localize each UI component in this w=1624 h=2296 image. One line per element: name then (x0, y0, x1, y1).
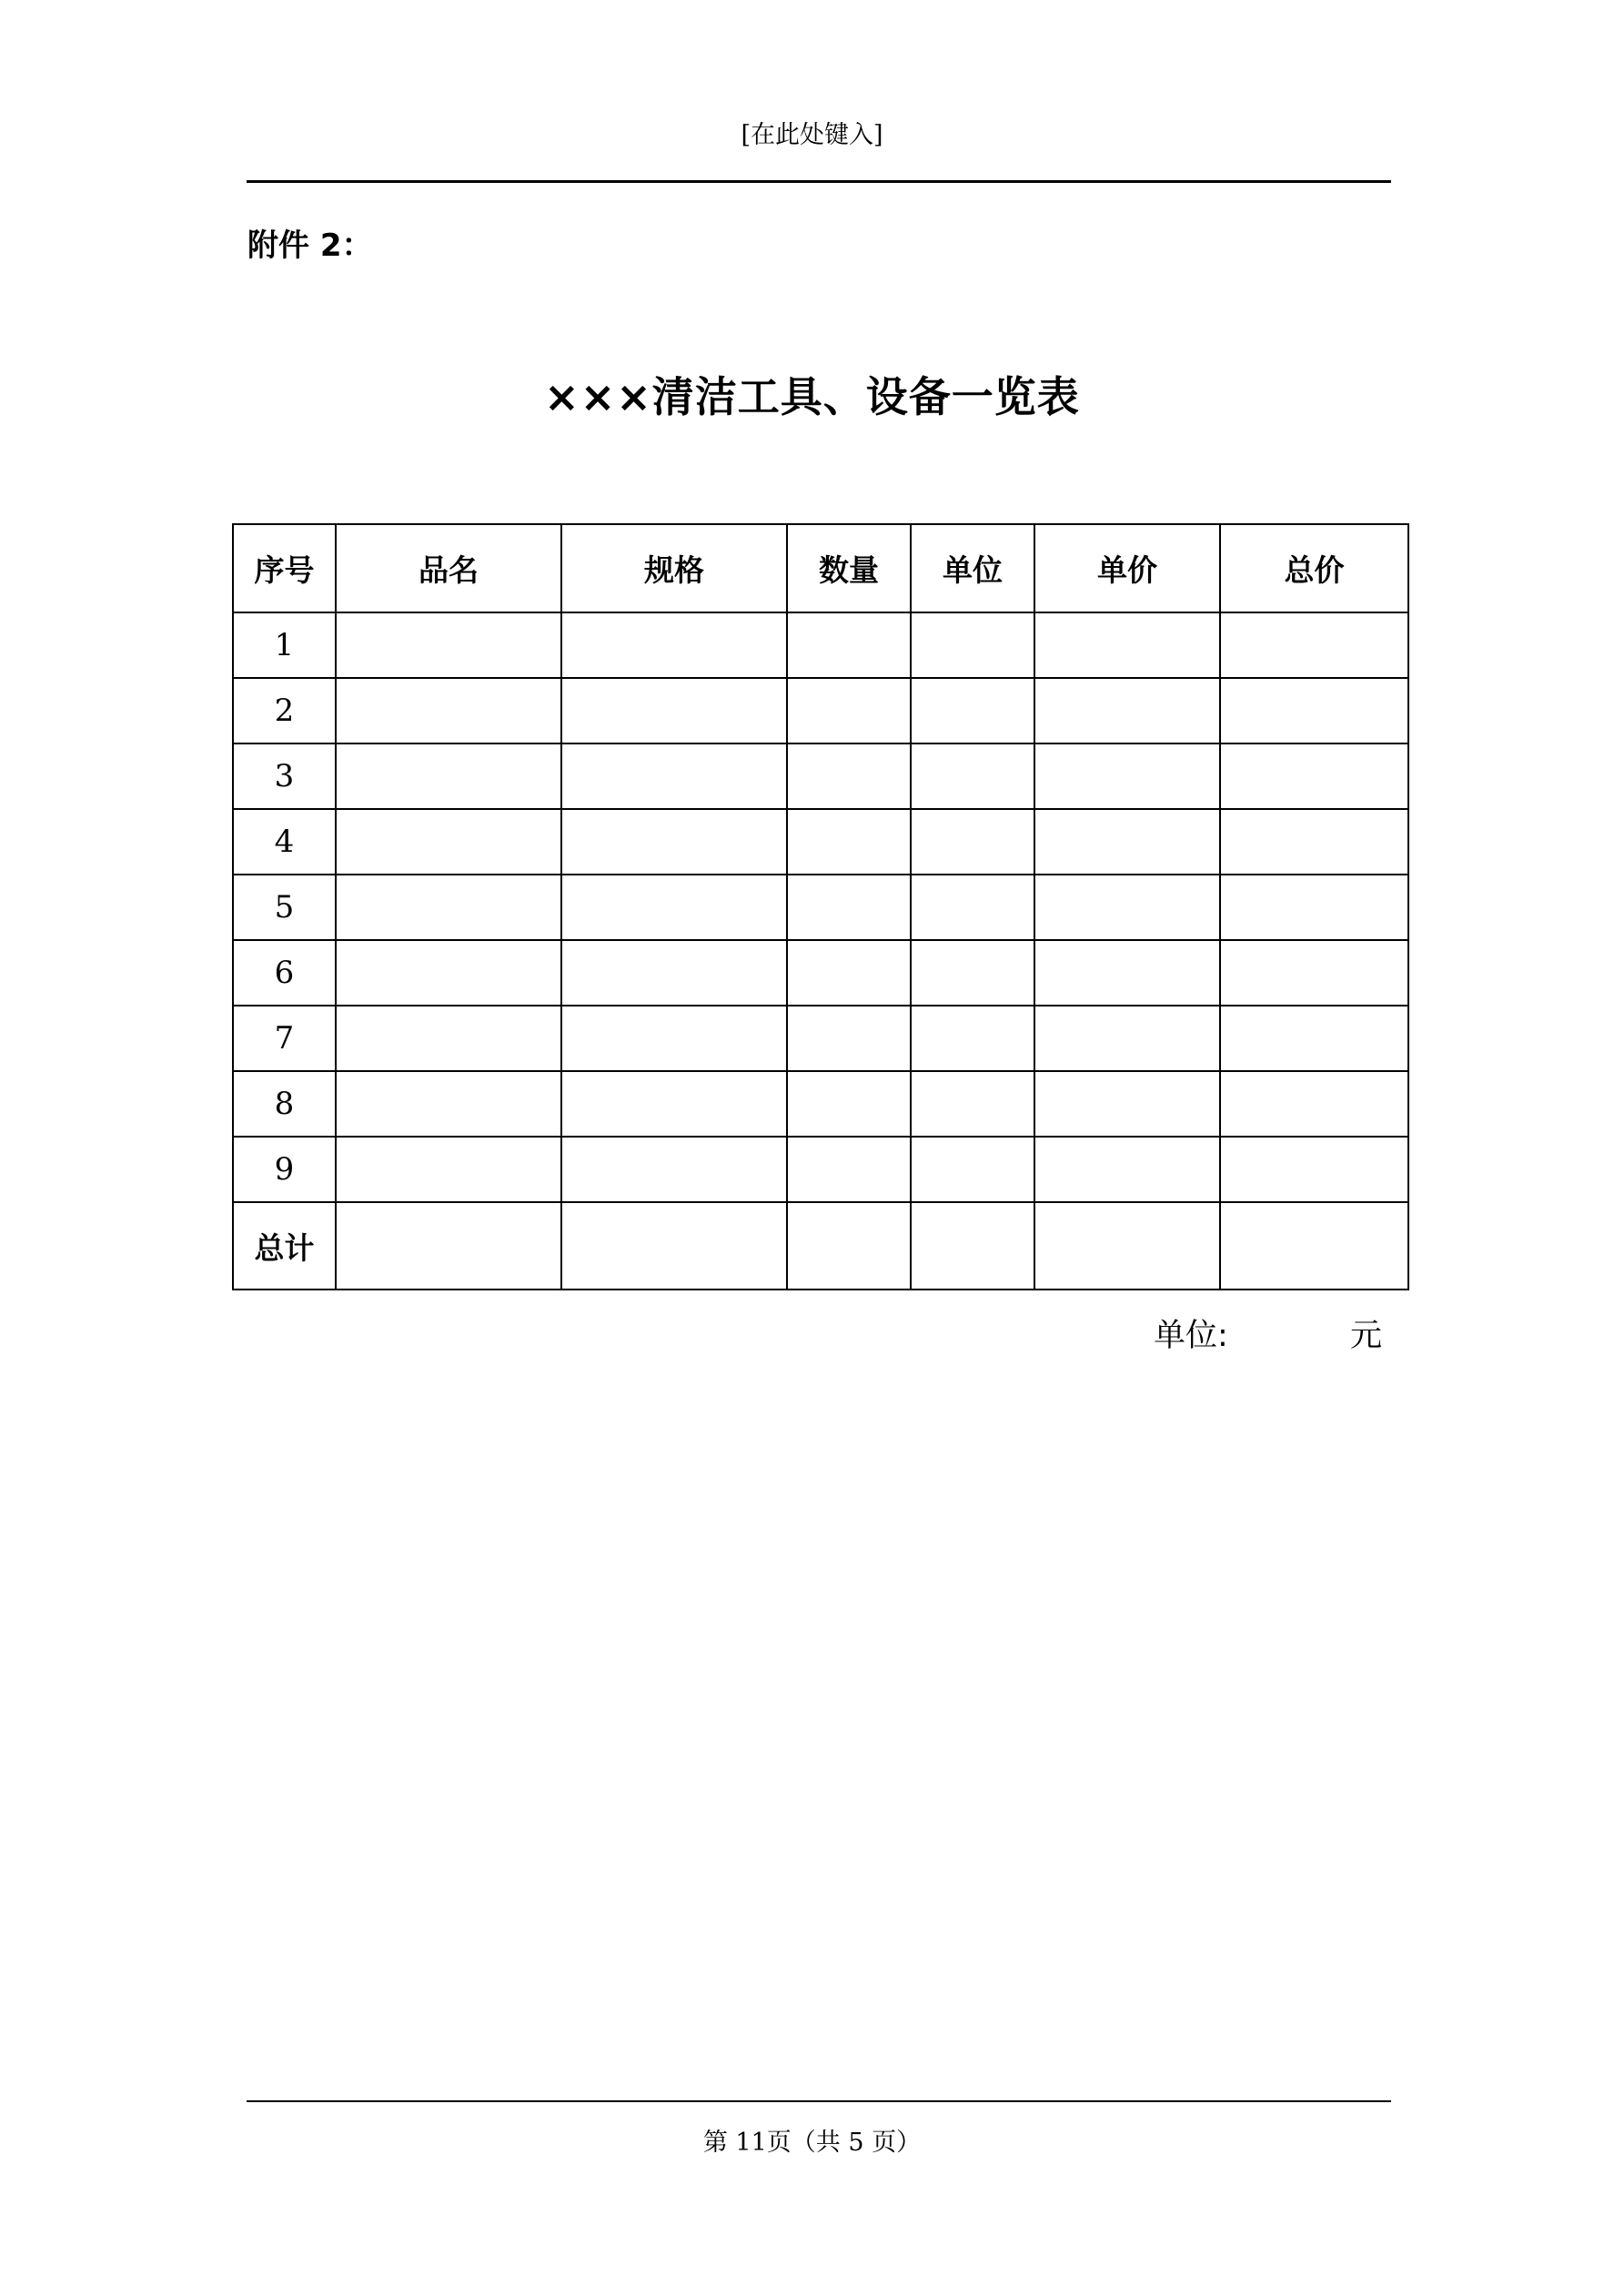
cell-quantity (787, 1006, 911, 1071)
total-cell-unit (911, 1202, 1034, 1290)
cell-spec (561, 875, 787, 940)
cell-total-price (1220, 875, 1408, 940)
document-title: ×××清洁工具、设备一览表 (544, 372, 1080, 421)
cell-unit (911, 678, 1034, 743)
attachment-label: 附件 2： (247, 228, 373, 264)
cell-name (336, 1006, 561, 1071)
total-cell-spec (561, 1202, 787, 1290)
cell-unit (911, 940, 1034, 1006)
cell-unit-price (1034, 1071, 1220, 1137)
total-cell-total-price (1220, 1202, 1408, 1290)
equipment-table (232, 523, 1409, 1290)
cell-name (336, 678, 561, 743)
table-row (233, 612, 1408, 678)
table-row (233, 678, 1408, 743)
cell-unit (911, 809, 1034, 875)
cell-quantity (787, 743, 911, 809)
cell-index: 5 (233, 875, 336, 940)
column-header-name: 品名 (336, 524, 561, 612)
cell-index: 4 (233, 809, 336, 875)
cell-name (336, 612, 561, 678)
cell-total-price (1220, 809, 1408, 875)
cell-spec (561, 1006, 787, 1071)
table-row (233, 809, 1408, 875)
table-row (233, 1071, 1408, 1137)
cell-spec (561, 940, 787, 1006)
cell-total-price (1220, 1137, 1408, 1202)
cell-name (336, 1137, 561, 1202)
total-cell-name (336, 1202, 561, 1290)
cell-total-price (1220, 678, 1408, 743)
cell-name (336, 809, 561, 875)
cell-name (336, 875, 561, 940)
header-divider (247, 180, 1391, 183)
cell-spec (561, 1071, 787, 1137)
column-header-quantity: 数量 (787, 524, 911, 612)
unit-note-label: 单位: (1154, 1318, 1228, 1354)
cell-unit-price (1034, 875, 1220, 940)
cell-quantity (787, 809, 911, 875)
cell-quantity (787, 940, 911, 1006)
cell-index: 3 (233, 743, 336, 809)
cell-quantity (787, 1071, 911, 1137)
cell-unit-price (1034, 940, 1220, 1006)
cell-unit-price (1034, 809, 1220, 875)
table-body (233, 612, 1408, 1290)
cell-unit-price (1034, 678, 1220, 743)
table-row (233, 940, 1408, 1006)
cell-spec (561, 612, 787, 678)
cell-unit (911, 612, 1034, 678)
cell-total-price (1220, 612, 1408, 678)
cell-index: 1 (233, 612, 336, 678)
cell-total-price (1220, 1006, 1408, 1071)
cell-unit-price (1034, 612, 1220, 678)
cell-index: 6 (233, 940, 336, 1006)
cell-total-price (1220, 1071, 1408, 1137)
cell-spec (561, 743, 787, 809)
cell-unit (911, 743, 1034, 809)
column-header-total-price: 总价 (1220, 524, 1408, 612)
cell-quantity (787, 678, 911, 743)
total-label: 总计 (233, 1202, 336, 1290)
cell-unit (911, 1006, 1034, 1071)
cell-unit (911, 1071, 1034, 1137)
table-header-row (233, 524, 1408, 612)
cell-unit (911, 875, 1034, 940)
cell-unit (911, 1137, 1034, 1202)
cell-index: 7 (233, 1006, 336, 1071)
total-cell-unit-price (1034, 1202, 1220, 1290)
column-header-index: 序号 (233, 524, 336, 612)
cell-total-price (1220, 743, 1408, 809)
cell-index: 9 (233, 1137, 336, 1202)
table-row (233, 875, 1408, 940)
total-cell-quantity (787, 1202, 911, 1290)
table-row (233, 1006, 1408, 1071)
cell-spec (561, 678, 787, 743)
cell-quantity (787, 1137, 911, 1202)
unit-note-currency: 元 (1350, 1318, 1383, 1354)
total-row (233, 1202, 1408, 1290)
cell-name (336, 1071, 561, 1137)
cell-unit-price (1034, 743, 1220, 809)
cell-index: 2 (233, 678, 336, 743)
cell-name (336, 743, 561, 809)
column-header-unit-price: 单价 (1034, 524, 1220, 612)
cell-quantity (787, 612, 911, 678)
cell-spec (561, 1137, 787, 1202)
page-header: [在此处键入] (741, 121, 883, 149)
page-number: 第 11页（共 5 页） (702, 2129, 922, 2157)
cell-total-price (1220, 940, 1408, 1006)
cell-quantity (787, 875, 911, 940)
cell-name (336, 940, 561, 1006)
column-header-unit: 单位 (911, 524, 1034, 612)
cell-unit-price (1034, 1137, 1220, 1202)
table-row (233, 1137, 1408, 1202)
cell-spec (561, 809, 787, 875)
footer-divider (247, 2100, 1391, 2102)
cell-index: 8 (233, 1071, 336, 1137)
cell-unit-price (1034, 1006, 1220, 1071)
table-row (233, 743, 1408, 809)
column-header-spec: 规格 (561, 524, 787, 612)
